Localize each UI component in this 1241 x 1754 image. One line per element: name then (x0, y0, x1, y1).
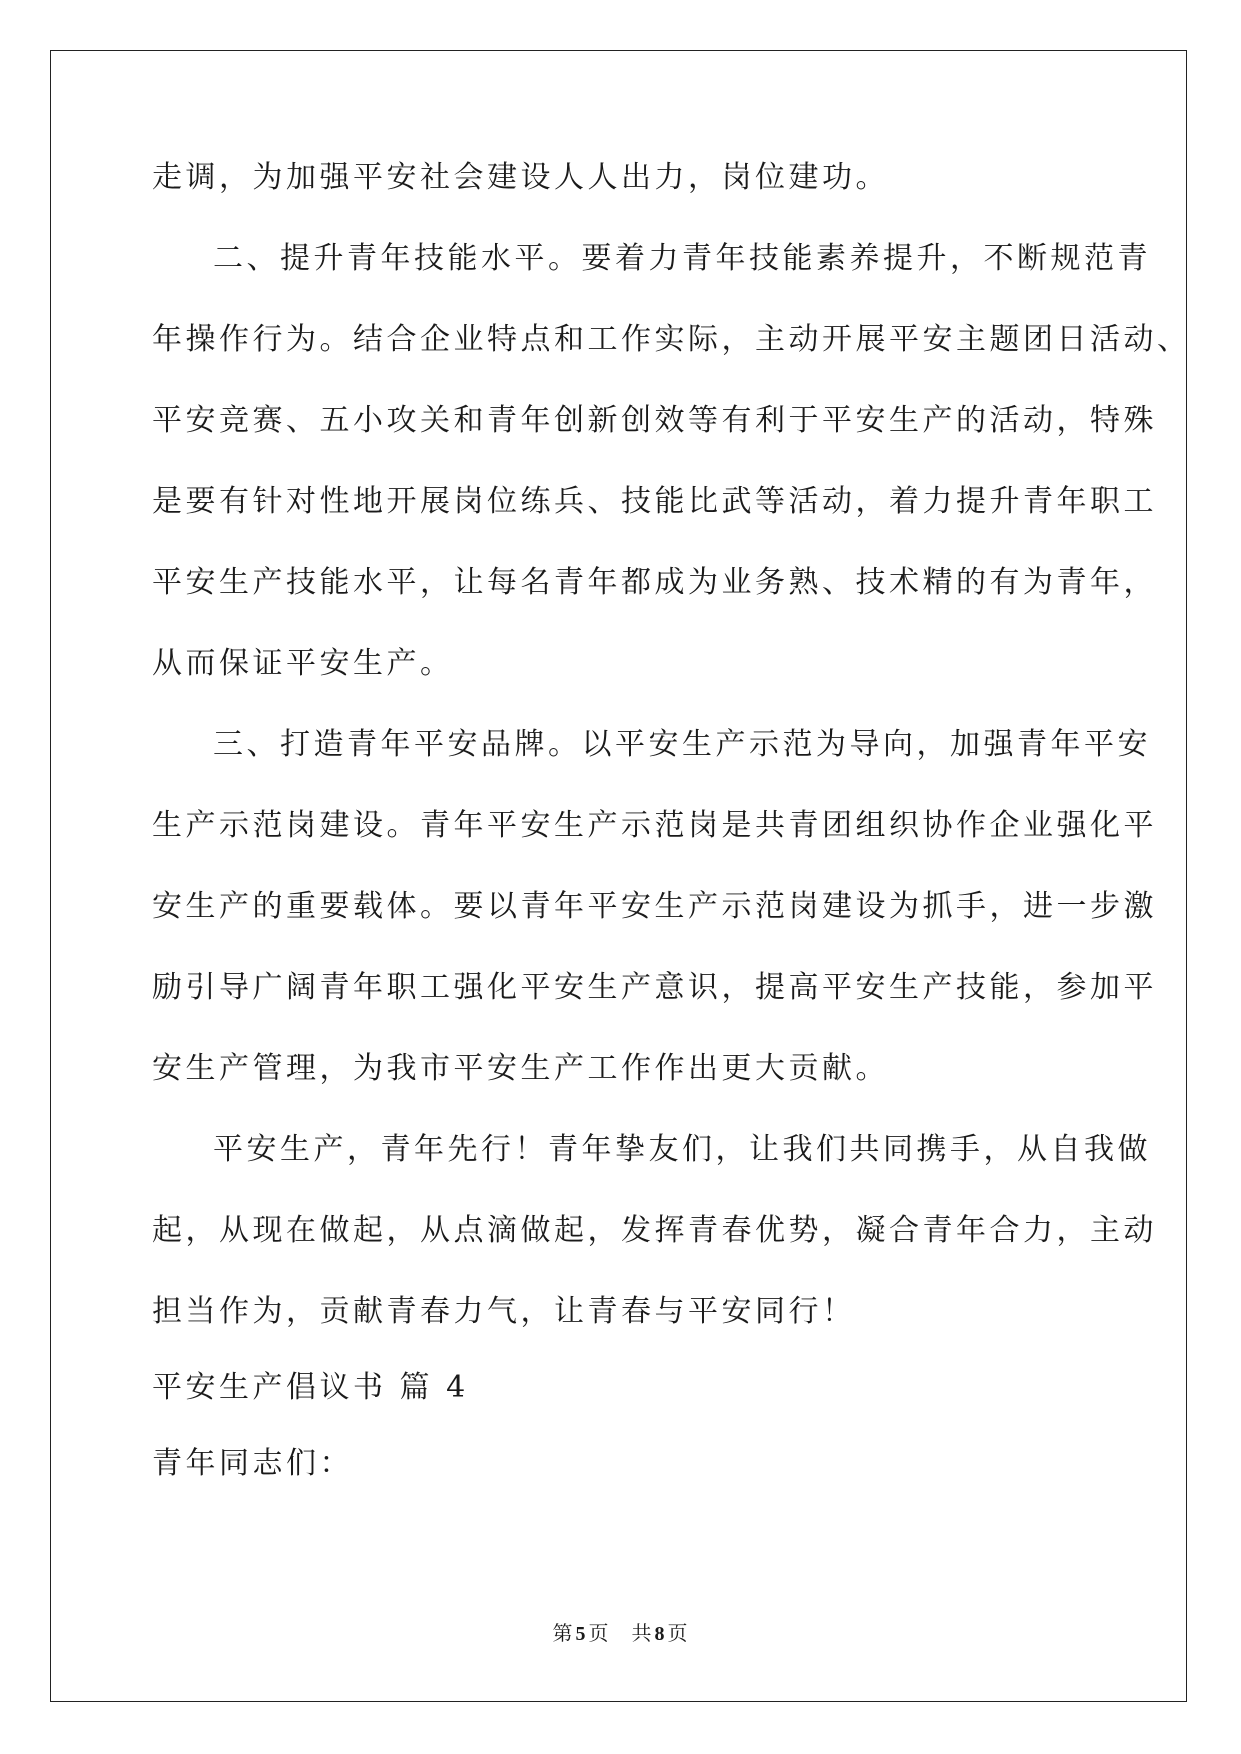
text-line: 生产示范岗建设。青年平安生产示范岗是共青团组织协作企业强化平 (152, 808, 1157, 843)
paragraph-start: 三、打造青年平安品牌。以平安生产示范为导向，加强青年平安 (213, 727, 1151, 762)
document-body (152, 160, 1191, 1527)
text-line: 起，从现在做起，从点滴做起，发挥青春优势，凝合青年合力，主动 (152, 1213, 1157, 1248)
text-line: 励引导广阔青年职工强化平安生产意识，提高平安生产技能，参加平 (152, 970, 1157, 1005)
paragraph-start: 平安生产，青年先行！青年挚友们，让我们共同携手，从自我做 (213, 1132, 1151, 1167)
footer-middle: 页 共 (588, 1621, 653, 1645)
footer-prefix: 第 (552, 1621, 574, 1645)
text-line: 担当作为，贡献青春力气，让青春与平安同行！ (152, 1294, 856, 1329)
text-line: 平安竞赛、五小攻关和青年创新创效等有利于平安生产的活动，特殊 (152, 403, 1157, 438)
section-heading: 平安生产倡议书 篇 4 (152, 1370, 469, 1405)
text-line: 走调，为加强平安社会建设人人出力，岗位建功。 (152, 160, 889, 195)
text-line: 从而保证平安生产。 (152, 646, 454, 681)
text-line: 安生产管理，为我市平安生产工作作出更大贡献。 (152, 1051, 889, 1086)
text-line: 安生产的重要载体。要以青年平安生产示范岗建设为抓手，进一步激 (152, 889, 1157, 924)
paragraph-start: 二、提升青年技能水平。要着力青年技能素养提升，不断规范青 (213, 241, 1151, 276)
footer-suffix: 页 (667, 1621, 689, 1645)
total-page-number: 8 (654, 1623, 666, 1645)
current-page-number: 5 (575, 1623, 587, 1645)
text-line: 平安生产技能水平，让每名青年都成为业务熟、技术精的有为青年， (152, 565, 1157, 600)
salutation: 青年同志们： (152, 1446, 353, 1481)
page-footer (0, 1617, 1241, 1646)
text-line: 是要有针对性地开展岗位练兵、技能比武等活动，着力提升青年职工 (152, 484, 1157, 519)
text-line: 年操作行为。结合企业特点和工作实际，主动开展平安主题团日活动、 (152, 322, 1191, 357)
